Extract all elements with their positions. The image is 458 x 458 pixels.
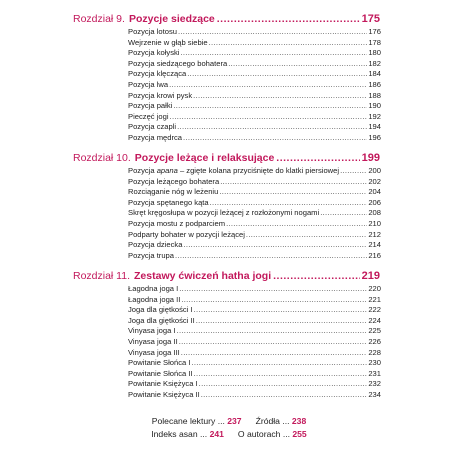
- entry-page: 180: [368, 48, 381, 58]
- toc-entry[interactable]: [128, 348, 381, 359]
- chapter-page: 175: [361, 13, 380, 25]
- toc-entry[interactable]: [128, 198, 381, 209]
- entry-page: 186: [368, 79, 381, 89]
- dot-leader: [220, 177, 367, 188]
- toc-entry[interactable]: [128, 133, 381, 144]
- entry-title: Vinyasa joga III: [128, 347, 180, 357]
- dot-leader: [193, 91, 367, 102]
- entry-title: Pieczęć jogi: [128, 111, 169, 121]
- dot-leader: [196, 316, 368, 327]
- dot-leader: [217, 13, 360, 26]
- chapter-title: Pozycje siedzące: [128, 13, 215, 25]
- toc-entry[interactable]: [128, 69, 381, 80]
- toc-entry[interactable]: [128, 379, 381, 390]
- entry-page: 184: [368, 69, 381, 79]
- dot-leader: [170, 112, 368, 123]
- entry-page: 208: [368, 208, 381, 218]
- entry-page: 230: [368, 358, 381, 368]
- back-matter-page: 238: [291, 416, 307, 426]
- entry-page: 210: [368, 218, 381, 228]
- entry-title: Pozycja krowi pysk: [128, 90, 193, 100]
- dot-leader: [179, 337, 368, 348]
- entry-page: 234: [368, 389, 381, 399]
- back-matter-entry[interactable]: [238, 429, 307, 439]
- back-matter-label: Polecane lektury: [151, 416, 216, 426]
- dot-leader: [191, 358, 367, 369]
- entry-page: 182: [368, 58, 381, 68]
- entry-page: 216: [368, 250, 381, 260]
- entry-title: Vinyasa joga I: [128, 326, 176, 336]
- dot-leader: [183, 240, 367, 251]
- chapter-number: Rozdział 9.: [73, 13, 125, 25]
- dot-leader: [226, 219, 367, 230]
- dot-leader: [175, 251, 367, 262]
- back-matter-entry[interactable]: [151, 429, 224, 439]
- dot-leader: [181, 295, 367, 306]
- dot-leader: [273, 270, 360, 283]
- entry-title: Pozycja lwa: [128, 79, 169, 89]
- entry-title: Powitanie Księżyca II: [128, 389, 200, 399]
- entry-title: Powitanie Księżyca I: [128, 379, 198, 389]
- chapter-entries: [128, 27, 381, 144]
- entry-page: 200: [368, 166, 381, 175]
- toc-entry[interactable]: [128, 316, 381, 327]
- dot-leader: [228, 59, 367, 70]
- entry-title: Skręt kręgosłupa w pozycji leżącej z rozłożonymi nogami: [128, 208, 320, 218]
- toc-entry[interactable]: [128, 91, 381, 102]
- entry-title: Pozycja siedzącego bohatera: [128, 58, 228, 68]
- entry-page: 226: [368, 336, 381, 346]
- dot-leader: [178, 27, 367, 38]
- entry-page: 221: [368, 294, 381, 304]
- entry-title: Powitanie Słońca II: [128, 368, 193, 378]
- entry-page: 176: [368, 27, 381, 36]
- toc-entry[interactable]: [128, 208, 381, 219]
- dot-leader: [183, 133, 367, 144]
- toc-entry[interactable]: [128, 390, 381, 401]
- entry-page: 220: [368, 284, 381, 293]
- entry-title-suffix: – zgięte kolana przyciśnięte do klatki piersiowej: [177, 166, 340, 175]
- entry-title: Rozciąganie nóg w leżeniu: [128, 187, 219, 197]
- dot-leader: ...: [282, 429, 290, 439]
- back-matter-page: 241: [209, 429, 224, 439]
- toc-entry[interactable]: [128, 27, 381, 38]
- chapter-title: Zestawy ćwiczeń hatha jogi: [134, 270, 272, 282]
- toc-entry[interactable]: [128, 177, 381, 188]
- entry-title: Pozycja czapli: [128, 122, 177, 132]
- entry-page: 178: [368, 37, 381, 47]
- toc-entry[interactable]: [128, 305, 381, 316]
- entry-page: 214: [368, 240, 381, 250]
- entry-page: 212: [368, 229, 381, 239]
- dot-leader: [199, 379, 368, 390]
- dot-leader: ...: [282, 416, 290, 426]
- entry-title: Pozycja dziecka: [128, 240, 183, 250]
- toc-entry[interactable]: [128, 59, 381, 70]
- entry-page: 194: [368, 122, 381, 132]
- entry-title: Pozycja trupa: [128, 250, 175, 260]
- dot-leader: [173, 101, 367, 112]
- dot-leader: [181, 348, 368, 359]
- dot-leader: [209, 38, 368, 49]
- toc-entry[interactable]: [128, 112, 381, 123]
- back-matter-row: [0, 428, 458, 441]
- back-matter-row: [0, 415, 458, 428]
- toc-entry[interactable]: [128, 240, 381, 251]
- toc-entry[interactable]: [128, 251, 381, 262]
- entry-title: Wejrzenie w głąb siebie: [128, 37, 208, 47]
- entry-title: Joga dla giętkości I: [128, 305, 193, 315]
- entry-page: 224: [368, 315, 381, 325]
- chapter-page: 199: [361, 152, 380, 164]
- chapter-entries: [128, 166, 381, 261]
- toc-entry[interactable]: [128, 326, 381, 337]
- entry-page: 192: [368, 111, 381, 121]
- dot-leader: [180, 48, 367, 59]
- chapter-page: 219: [361, 270, 380, 282]
- toc-entry[interactable]: [128, 166, 381, 177]
- back-matter-page: 237: [227, 416, 242, 426]
- entry-title: Podparty bohater w pozycji leżącej: [128, 229, 245, 239]
- entry-page: 231: [368, 368, 381, 378]
- dot-leader: [276, 152, 359, 165]
- toc-entry[interactable]: [128, 219, 381, 230]
- dot-leader: [177, 326, 368, 337]
- back-matter-label: Źródła: [255, 416, 280, 426]
- entry-title: Pozycja klęcząca: [128, 69, 187, 79]
- entry-page: 232: [368, 379, 381, 389]
- entry-title: Pozycja mędrca: [128, 132, 183, 142]
- entry-page: 202: [368, 176, 381, 186]
- entry-page: 204: [368, 187, 381, 197]
- dot-leader: [179, 284, 367, 295]
- entry-title: Łagodna joga II: [128, 294, 181, 304]
- dot-leader: [201, 390, 368, 401]
- dot-leader: ...: [200, 429, 208, 439]
- toc-entry[interactable]: [128, 80, 381, 91]
- entry-title-prefix: Pozycja: [128, 166, 157, 175]
- chapter-heading[interactable]: [73, 270, 380, 283]
- entry-title: Pozycja leżącego bohatera: [128, 176, 220, 186]
- entry-title-emphasis: apana: [156, 166, 178, 175]
- toc-entry[interactable]: [128, 369, 381, 380]
- dot-leader: [246, 230, 367, 241]
- chapter-entries: [128, 284, 381, 401]
- back-matter-entry[interactable]: [152, 416, 242, 426]
- entry-page: 225: [368, 326, 381, 336]
- entry-page: 196: [368, 132, 381, 142]
- dot-leader: [320, 208, 367, 219]
- toc-entry[interactable]: [128, 122, 381, 133]
- entry-title: Pozycja mostu z podparciem: [128, 218, 226, 228]
- toc-entry[interactable]: [128, 230, 381, 241]
- back-matter-page: 255: [292, 429, 307, 439]
- entry-title: Pozycja kołyski: [128, 48, 180, 58]
- entry-title: [128, 166, 339, 177]
- toc-entry[interactable]: [128, 48, 381, 59]
- entry-page: 206: [368, 197, 381, 207]
- entry-title: Pozycja spętanego kąta: [128, 197, 209, 207]
- dot-leader: ...: [217, 416, 225, 426]
- toc-entry[interactable]: [128, 295, 381, 306]
- dot-leader: [210, 198, 368, 209]
- dot-leader: [194, 305, 368, 316]
- dot-leader: [169, 80, 367, 91]
- entry-title: Pozycja pałki: [128, 101, 173, 111]
- chapter-heading[interactable]: [73, 152, 380, 165]
- dot-leader: [219, 187, 367, 198]
- chapter-heading[interactable]: [73, 13, 380, 26]
- entry-page: 228: [368, 347, 381, 357]
- entry-page: 188: [368, 90, 381, 100]
- toc-entry[interactable]: [128, 101, 381, 112]
- chapter-number: Rozdział 11.: [73, 270, 131, 282]
- chapter-number: Rozdział 10.: [73, 152, 131, 164]
- chapter-title: Pozycje leżące i relaksujące: [134, 152, 275, 164]
- dot-leader: [340, 166, 367, 177]
- entry-page: 190: [368, 101, 381, 111]
- toc-entry[interactable]: [128, 358, 381, 369]
- dot-leader: [187, 69, 367, 80]
- entry-title: Powitanie Słońca I: [128, 358, 191, 368]
- entry-page: 222: [368, 305, 381, 315]
- back-matter-label: O autorach: [237, 429, 281, 439]
- back-matter-entry[interactable]: [256, 416, 307, 426]
- back-matter-label: Indeks asan: [151, 429, 198, 439]
- entry-title: Vinyasa joga II: [128, 336, 178, 346]
- entry-title: Joga dla giętkości II: [128, 315, 195, 325]
- toc-entry[interactable]: [128, 337, 381, 348]
- entry-title: Łagodna joga I: [128, 284, 179, 293]
- toc-entry[interactable]: [128, 187, 381, 198]
- toc-entry[interactable]: [128, 38, 381, 49]
- dot-leader: [177, 122, 367, 133]
- entry-title: Pozycja lotosu: [128, 27, 177, 36]
- dot-leader: [194, 369, 368, 380]
- toc-entry[interactable]: [128, 284, 381, 295]
